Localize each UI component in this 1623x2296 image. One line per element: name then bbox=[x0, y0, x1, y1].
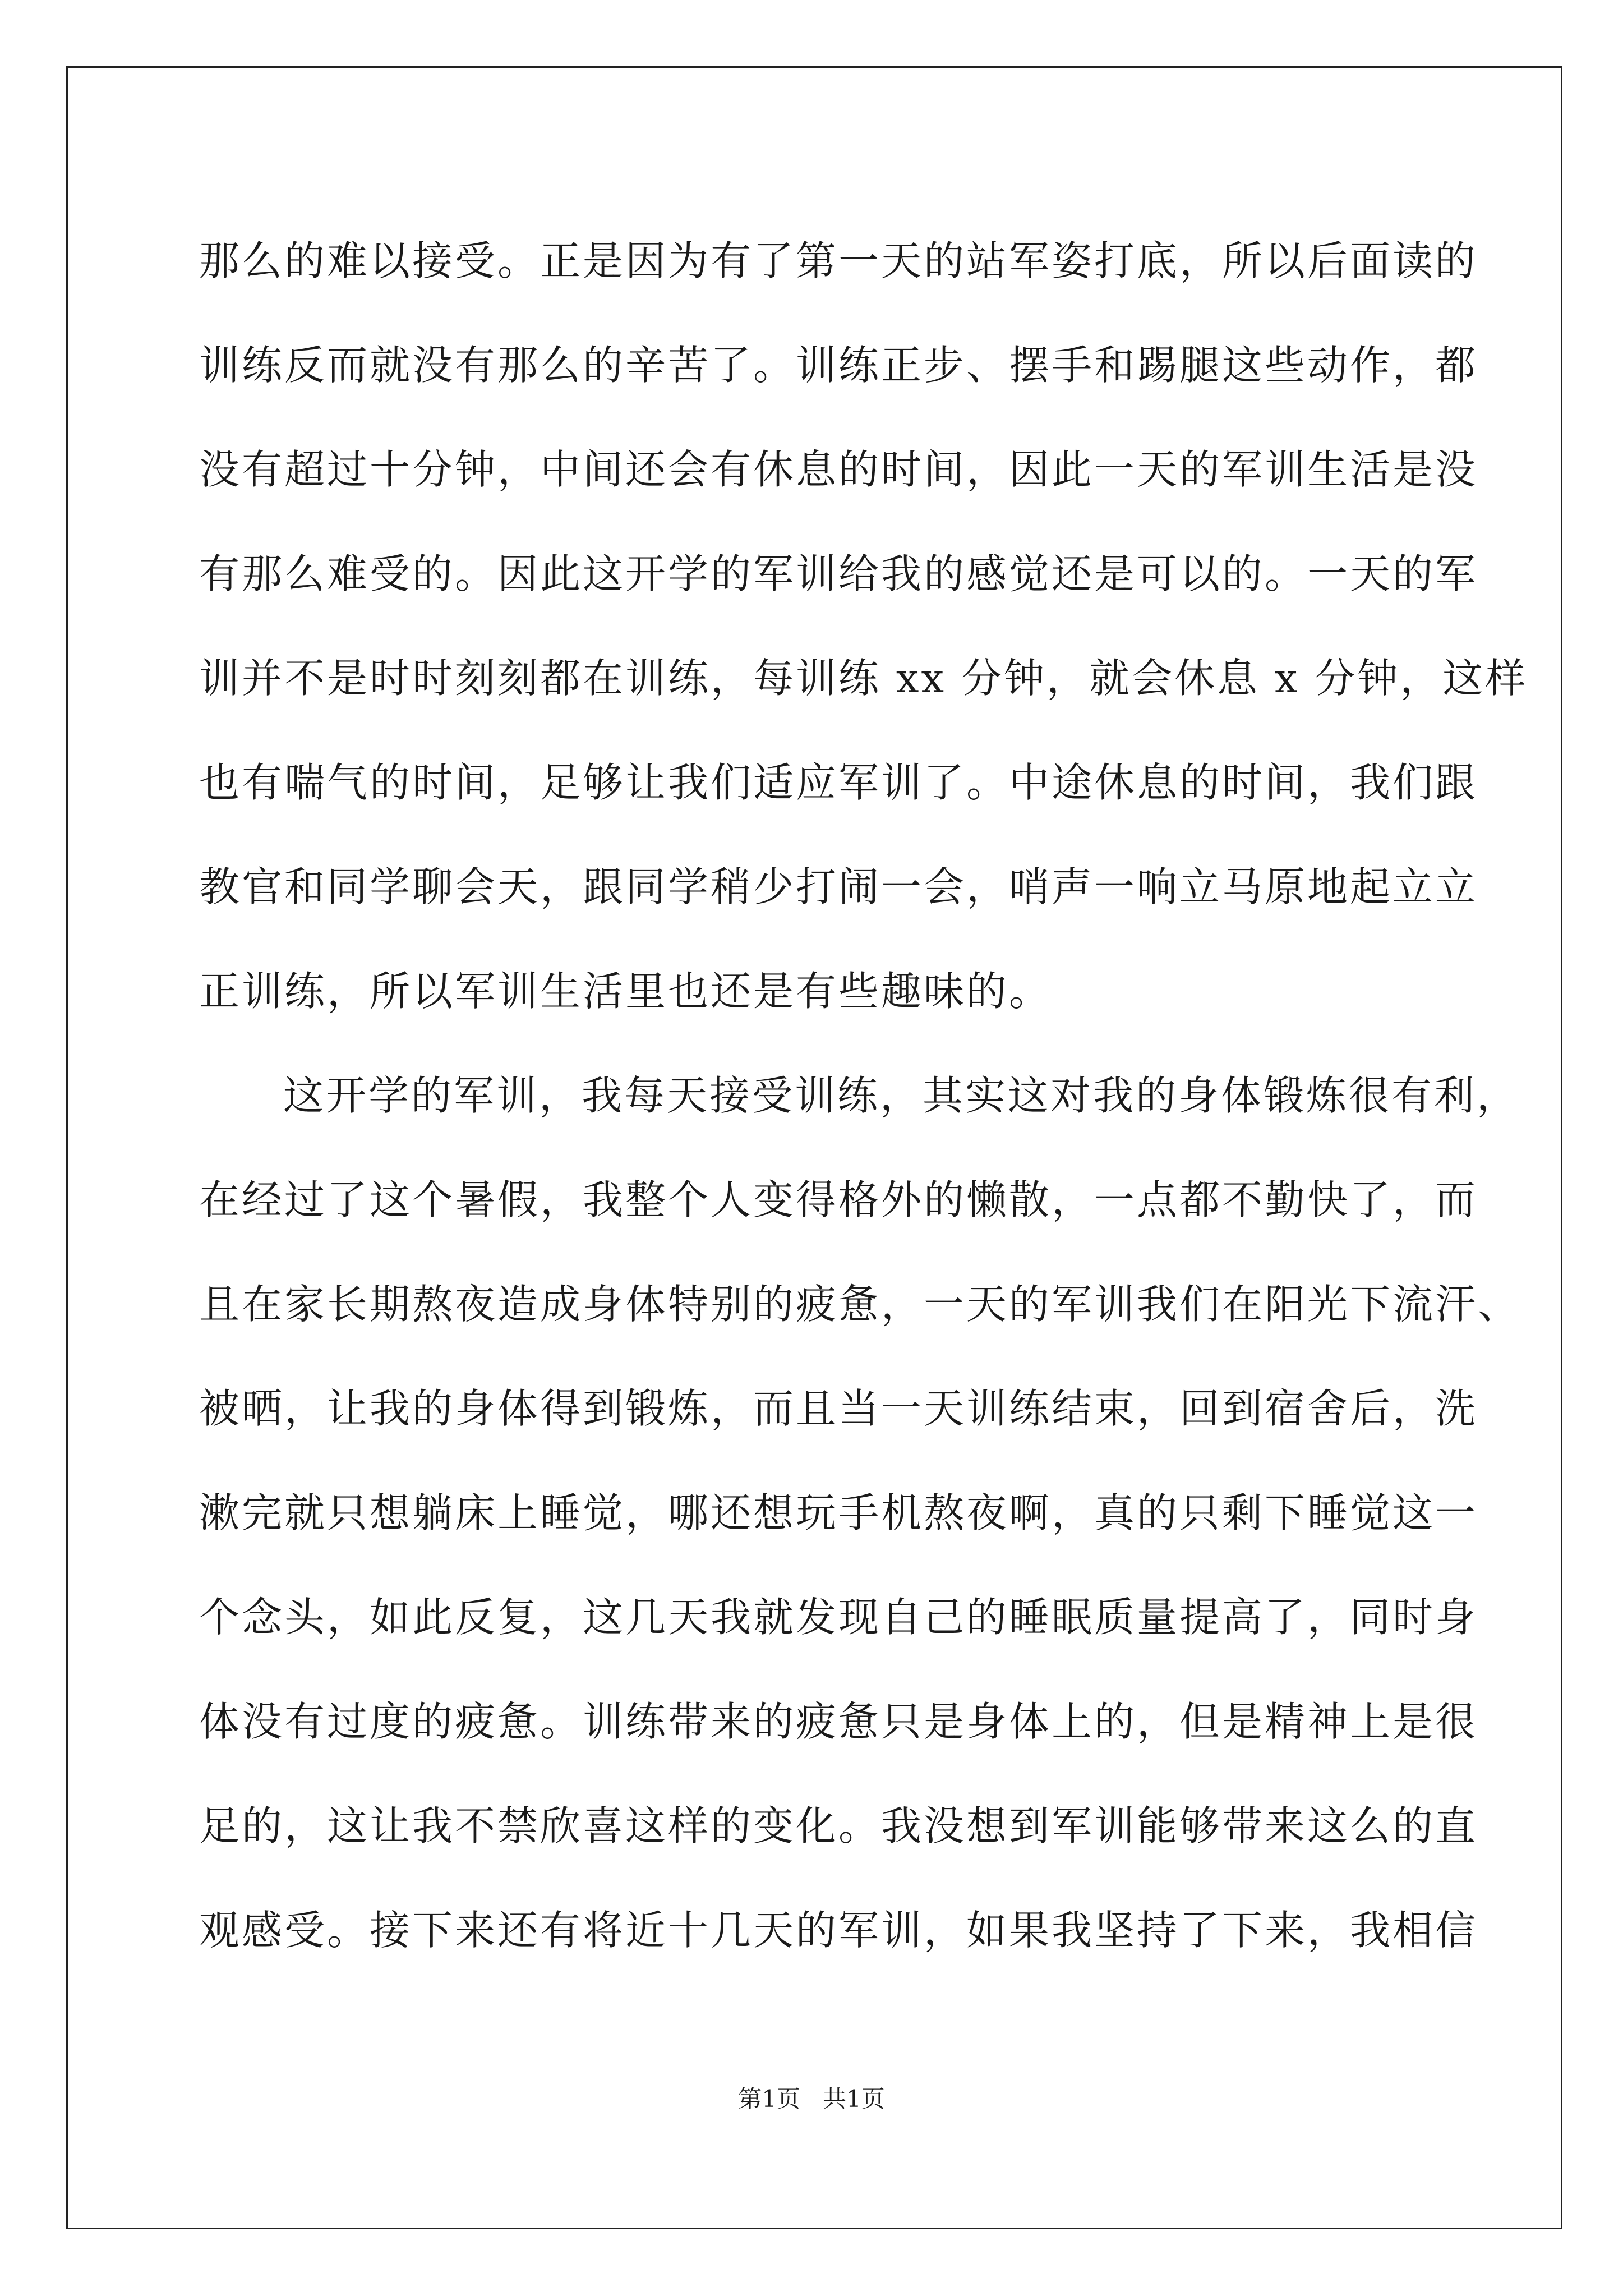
text-line: 足的，这让我不禁欣喜这样的变化。我没想到军训能够带来这么的直 bbox=[199, 1802, 1478, 1849]
text-line: 体没有过度的疲惫。训练带来的疲惫只是身体上的，但是精神上是很 bbox=[199, 1698, 1478, 1745]
text-line: 训并不是时时刻刻都在训练，每训练 xx 分钟，就会休息 x 分钟，这样 bbox=[199, 655, 1528, 702]
text-line: 训练反而就没有那么的辛苦了。训练正步、摆手和踢腿这些动作，都 bbox=[199, 342, 1478, 389]
text-line: 被晒，让我的身体得到锻炼，而且当一天训练结束，回到宿舍后，洗 bbox=[199, 1385, 1478, 1432]
text-line: 教官和同学聊会天，跟同学稍少打闹一会，哨声一响立马原地起立立 bbox=[199, 863, 1478, 910]
text-line: 漱完就只想躺床上睡觉，哪还想玩手机熬夜啊，真的只剩下睡觉这一 bbox=[199, 1489, 1478, 1536]
page-number-footer: 第1页 共1页 bbox=[738, 2085, 885, 2113]
text-line: 在经过了这个暑假，我整个人变得格外的懒散，一点都不勤快了，而 bbox=[199, 1176, 1478, 1223]
text-line: 没有超过十分钟，中间还会有休息的时间，因此一天的军训生活是没 bbox=[199, 446, 1478, 493]
text-line: 也有喘气的时间，足够让我们适应军训了。中途休息的时间，我们跟 bbox=[199, 759, 1478, 806]
text-line: 观感受。接下来还有将近十几天的军训，如果我坚持了下来，我相信 bbox=[199, 1907, 1478, 1954]
text-line: 且在家长期熬夜造成身体特别的疲惫，一天的军训我们在阳光下流汗、 bbox=[199, 1281, 1521, 1328]
text-line: 正训练，所以军训生活里也还是有些趣味的。 bbox=[199, 968, 1052, 1015]
text-line: 个念头，如此反复，这几天我就发现自己的睡眠质量提高了，同时身 bbox=[199, 1594, 1478, 1641]
text-line: 有那么难受的。因此这开学的军训给我的感觉还是可以的。一天的军 bbox=[199, 550, 1478, 597]
document-body bbox=[199, 209, 1528, 1982]
text-line: 那么的难以接受。正是因为有了第一天的站军姿打底，所以后面读的 bbox=[199, 237, 1478, 284]
paragraph-start-line: 这开学的军训，我每天接受训练，其实这对我的身体锻炼很有利， bbox=[283, 1072, 1520, 1119]
